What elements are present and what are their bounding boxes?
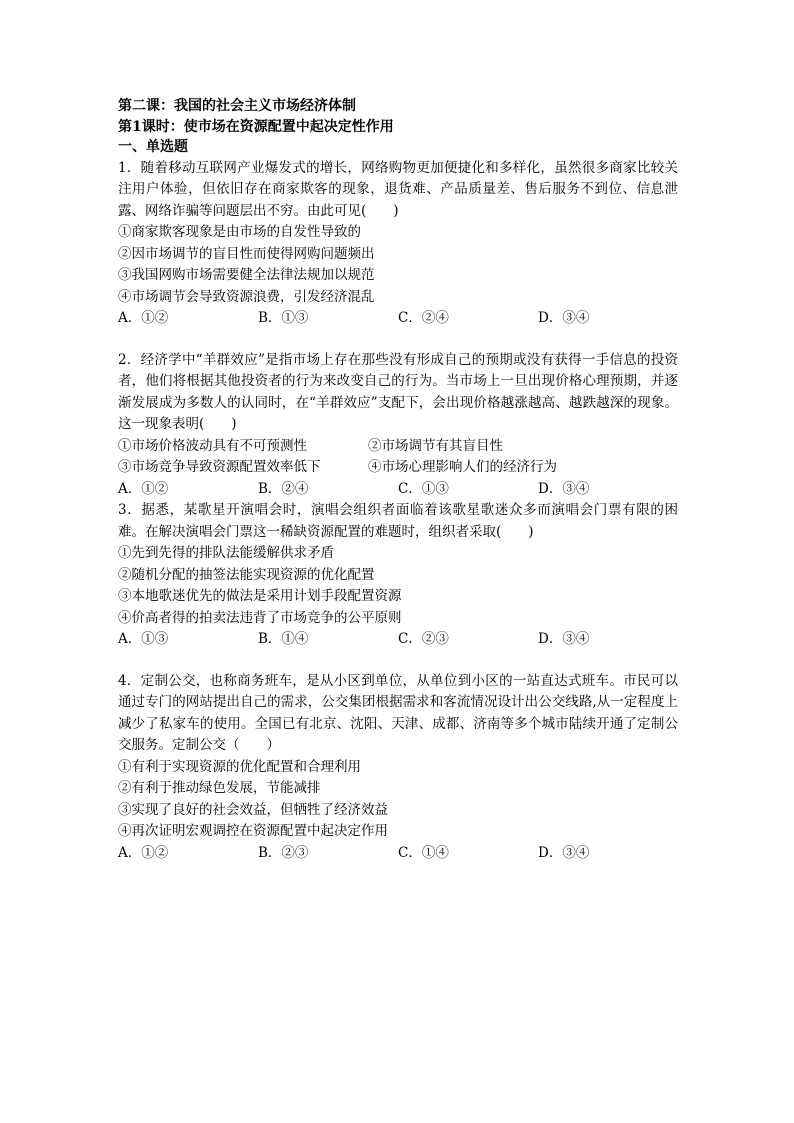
option-3: ③我国网购市场需要健全法律法规加以规范	[118, 267, 375, 283]
option-1: ①市场价格波动具有不可预测性	[118, 437, 307, 454]
question-2	[118, 350, 678, 501]
choice-c: C．①③	[398, 480, 449, 497]
choice-d: D．③④	[538, 631, 590, 647]
choice-d: D．③④	[538, 310, 590, 326]
option-2: ②随机分配的抽签法能实现资源的优化配置	[118, 566, 375, 583]
question-stem: 2．经济学中“羊群效应”是指市场上存在那些没有形成自己的预期或没有获得一手信息的投资者，他们将根据其他投资者的行为来改变自己的行为。当市场上一旦出现价格心理预期，并逐渐发展成为多数人的认同时，在“羊群效应”支配下，会出现价格越涨越高、越跌越深的现象。这一现象表明( )	[118, 351, 678, 432]
option-row	[118, 457, 678, 479]
option-2: ②因市场调节的盲目性而使得网购问题频出	[118, 245, 375, 262]
document-content	[118, 96, 678, 864]
option-1: ①商家欺客现象是由市场的自发性导致的	[118, 224, 361, 240]
spacer	[118, 651, 678, 671]
question-stem: 3．据悉，某歌星开演唱会时，演唱会组织者面临着该歌星歌迷众多而演唱会门票有限的困难。在解决演唱会门票这一稀缺资源配置的难题时，组织者采取( )	[118, 502, 678, 540]
option-4: ④价高者得的拍卖法违背了市场竞争的公平原则	[118, 609, 402, 626]
option-4: ④市场调节会导致资源浪费，引发经济混乱	[118, 288, 375, 305]
answer-choices	[118, 629, 678, 651]
spacer	[118, 330, 678, 350]
choice-a: A．①②	[118, 844, 169, 861]
choice-a: A．①②	[118, 480, 169, 497]
lesson-title: 第二课：我国的社会主义市场经济体制	[118, 98, 356, 114]
choice-a: A．①②	[118, 310, 169, 326]
answer-choices	[118, 308, 678, 330]
option-4: ④再次证明宏观调控在资源配置中起决定作用	[118, 823, 388, 839]
choice-d: D．③④	[538, 844, 590, 861]
option-row	[118, 436, 678, 458]
section-heading: 一、单选题	[118, 139, 188, 155]
period-title: 第1课时：使市场在资源配置中起决定性作用	[118, 118, 394, 135]
choice-d: D．③④	[538, 480, 590, 497]
answer-choices	[118, 479, 678, 501]
option-1: ①有利于实现资源的优化配置和合理利用	[118, 758, 361, 775]
question-4	[118, 671, 678, 865]
choice-b: B．①③	[258, 310, 309, 326]
question-stem: 1．随着移动互联网产业爆发式的增长，网络购物更加便捷化和多样化，虽然很多商家比较关注用户体验，但依旧存在商家欺客的现象，退货难、产品质量差、售后服务不到位、信息泄露、网络诈骗等问题层出不穷。由此可见( )	[118, 159, 678, 219]
option-1: ①先到先得的排队法能缓解供求矛盾	[118, 545, 334, 561]
answer-choices	[118, 843, 678, 865]
option-3: ③本地歌迷优先的做法是采用计划手段配置资源	[118, 588, 402, 604]
choice-b: B．①④	[258, 631, 309, 647]
choice-b: B．②④	[258, 480, 309, 497]
choice-a: A．①③	[118, 631, 169, 647]
question-1	[118, 158, 678, 330]
option-2: ②市场调节有其盲目性	[368, 437, 503, 454]
option-2: ②有利于推动绿色发展，节能减排	[118, 780, 321, 796]
choice-b: B．②③	[258, 844, 309, 861]
choice-c: C．①④	[398, 844, 449, 861]
choice-c: C．②④	[398, 310, 449, 326]
option-3: ③市场竞争导致资源配置效率低下	[118, 459, 321, 475]
option-3: ③实现了良好的社会效益，但牺牲了经济效益	[118, 801, 388, 818]
question-stem: 4．定制公交，也称商务班车，是从小区到单位，从单位到小区的一站直达式班车。市民可以通过专门的网站提出自己的需求，公交集团根据需求和客流情况设计出公交线路,从一定程度上减少了私家车的使用。全国已有北京、沈阳、天津、成都、济南等多个城市陆续开通了定制公交服务。定制公交（ ）	[118, 672, 678, 753]
choice-c: C．②③	[398, 631, 449, 647]
question-3	[118, 500, 678, 651]
option-4: ④市场心理影响人们的经济行为	[368, 459, 557, 475]
